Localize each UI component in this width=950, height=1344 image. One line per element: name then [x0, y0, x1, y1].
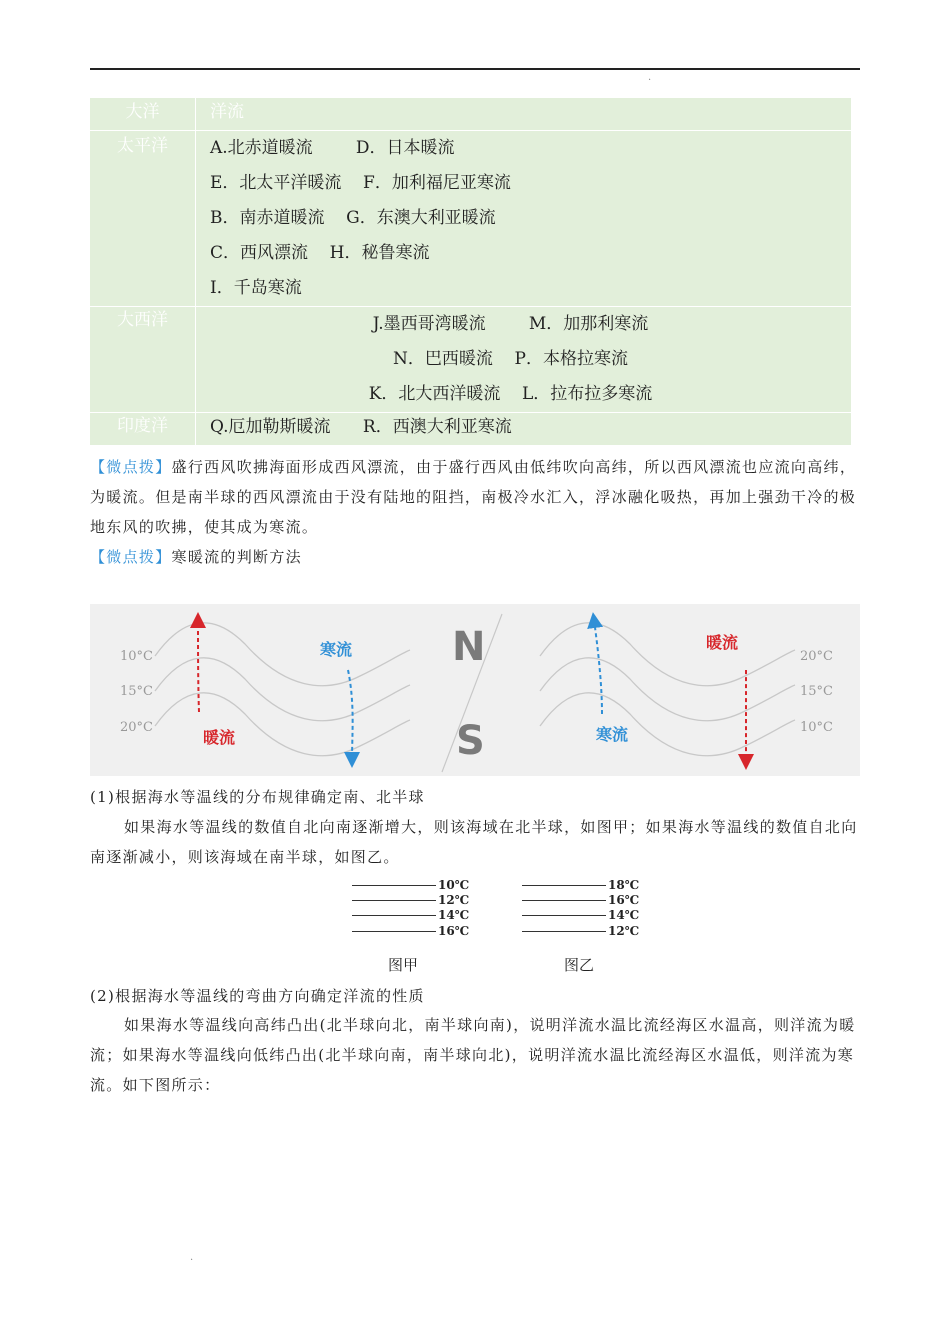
currents-cell [196, 413, 852, 446]
isotherm-label: 18℃ [608, 878, 640, 892]
current-diagram-svg [90, 604, 860, 776]
isotherm-figure-a [352, 878, 472, 942]
isotherm-label: 12℃ [438, 893, 470, 907]
table-row-indian [90, 413, 851, 446]
left-isotherms [155, 623, 410, 756]
warm-arrow-left [198, 620, 199, 712]
dot-mark: . [190, 1252, 194, 1263]
current-line: B．南赤道暖流 G．东澳大利亚暖流 [210, 208, 496, 228]
header-ocean: 大洋 [90, 98, 196, 131]
isotherm-label: 16℃ [608, 893, 640, 907]
current-line: C．西风漂流 H．秘鲁寒流 [210, 243, 430, 263]
ocean-name: 太平洋 [90, 131, 196, 307]
section1-body: 如果海水等温线的数值自北向南逐渐增大，则该海域在北半球，如图甲；如果海水等温线的数值自北向南逐渐减小，则该海域在南半球，如图乙。 [90, 818, 858, 866]
isotherm-line [522, 931, 606, 932]
tip-label: 【微点拨】 [90, 548, 172, 566]
left-temp-label: 10°C [120, 649, 153, 664]
current-line: J.墨西哥湾暖流 M．加那利寒流 [372, 314, 649, 334]
ocean-name: 印度洋 [90, 413, 196, 446]
isotherm-label: 16℃ [438, 924, 470, 938]
north-label: N [452, 624, 486, 670]
tip-label: 【微点拨】 [90, 458, 172, 476]
current-line: A.北赤道暖流 D．日本暖流 [210, 138, 455, 158]
header-rule [90, 68, 860, 70]
tip-text: 寒暖流的判断方法 [171, 548, 302, 566]
current-line: Q.厄加勒斯暖流 R．西澳大利亚寒流 [210, 417, 512, 437]
isotherm-label: 10℃ [438, 878, 470, 892]
isotherm-line [522, 885, 606, 886]
isotherm-line [352, 931, 436, 932]
current-line: I．千岛寒流 [210, 278, 302, 298]
table-header-row [90, 98, 851, 131]
isotherm-label: 14℃ [608, 908, 640, 922]
cold-label-right: 寒流 [596, 725, 629, 744]
dot-mark: . [648, 72, 652, 83]
header-currents: 洋流 [210, 102, 244, 122]
left-temp-label: 20°C [120, 720, 153, 735]
ocean-currents-table [90, 98, 851, 445]
current-line: N．巴西暖流 P．本格拉寒流 [393, 349, 628, 369]
isotherm-label: 14℃ [438, 908, 470, 922]
section1-title: (1)根据海水等温线的分布规律确定南、北半球 [90, 788, 425, 806]
isotherm-line [352, 915, 436, 916]
isotherm-line [522, 915, 606, 916]
current-diagram [90, 604, 860, 776]
isotherm-figure-b [522, 878, 642, 942]
figure-b-caption: 图乙 [564, 956, 595, 974]
right-isotherms [540, 623, 795, 756]
figure-a-caption: 图甲 [388, 956, 419, 974]
table-row-pacific [90, 131, 851, 307]
cold-label-left: 寒流 [320, 640, 353, 659]
right-temp-label: 20°C [800, 649, 833, 664]
warm-label-right: 暖流 [706, 633, 739, 652]
isotherm-line [522, 900, 606, 901]
section2-body: 如果海水等温线向高纬凸出(北半球向北，南半球向南)，说明洋流水温比流经海区水温高，则洋流为暖流；如果海水等温线向低纬凸出(北半球向南，南半球向北)，说明洋流水温比流经海区水温低，则洋流为寒流。如下图所示： [90, 1016, 856, 1094]
current-line: E．北太平洋暖流 F．加利福尼亚寒流 [210, 173, 511, 193]
south-label: S [456, 718, 485, 764]
isotherm-line [352, 885, 436, 886]
section2-title: (2)根据海水等温线的弯曲方向确定洋流的性质 [90, 987, 425, 1005]
tip-paragraph-2 [90, 542, 860, 572]
currents-cell [196, 131, 852, 307]
tip-paragraph-1 [90, 452, 860, 542]
current-line: K．北大西洋暖流 L．拉布拉多寒流 [368, 384, 653, 404]
warm-label-left: 暖流 [203, 728, 236, 747]
ocean-name: 大西洋 [90, 307, 196, 413]
right-temp-label: 15°C [800, 684, 833, 699]
cold-arrow-right [594, 620, 602, 714]
right-temp-label: 10°C [800, 720, 833, 735]
isotherm-line [352, 900, 436, 901]
currents-cell [196, 307, 852, 413]
tip-text: 盛行西风吹拂海面形成西风漂流，由于盛行西风由低纬吹向高纬，所以西风漂流也应流向高纬，为暖流。但是南半球的西风漂流由于没有陆地的阻挡，南极冷水汇入，浮冰融化吸热，再加上强劲干冷的极地东风的吹拂，使其成为寒流。 [90, 458, 857, 536]
left-temp-label: 15°C [120, 684, 153, 699]
table-row-atlantic [90, 307, 851, 413]
isotherm-label: 12℃ [608, 924, 640, 938]
